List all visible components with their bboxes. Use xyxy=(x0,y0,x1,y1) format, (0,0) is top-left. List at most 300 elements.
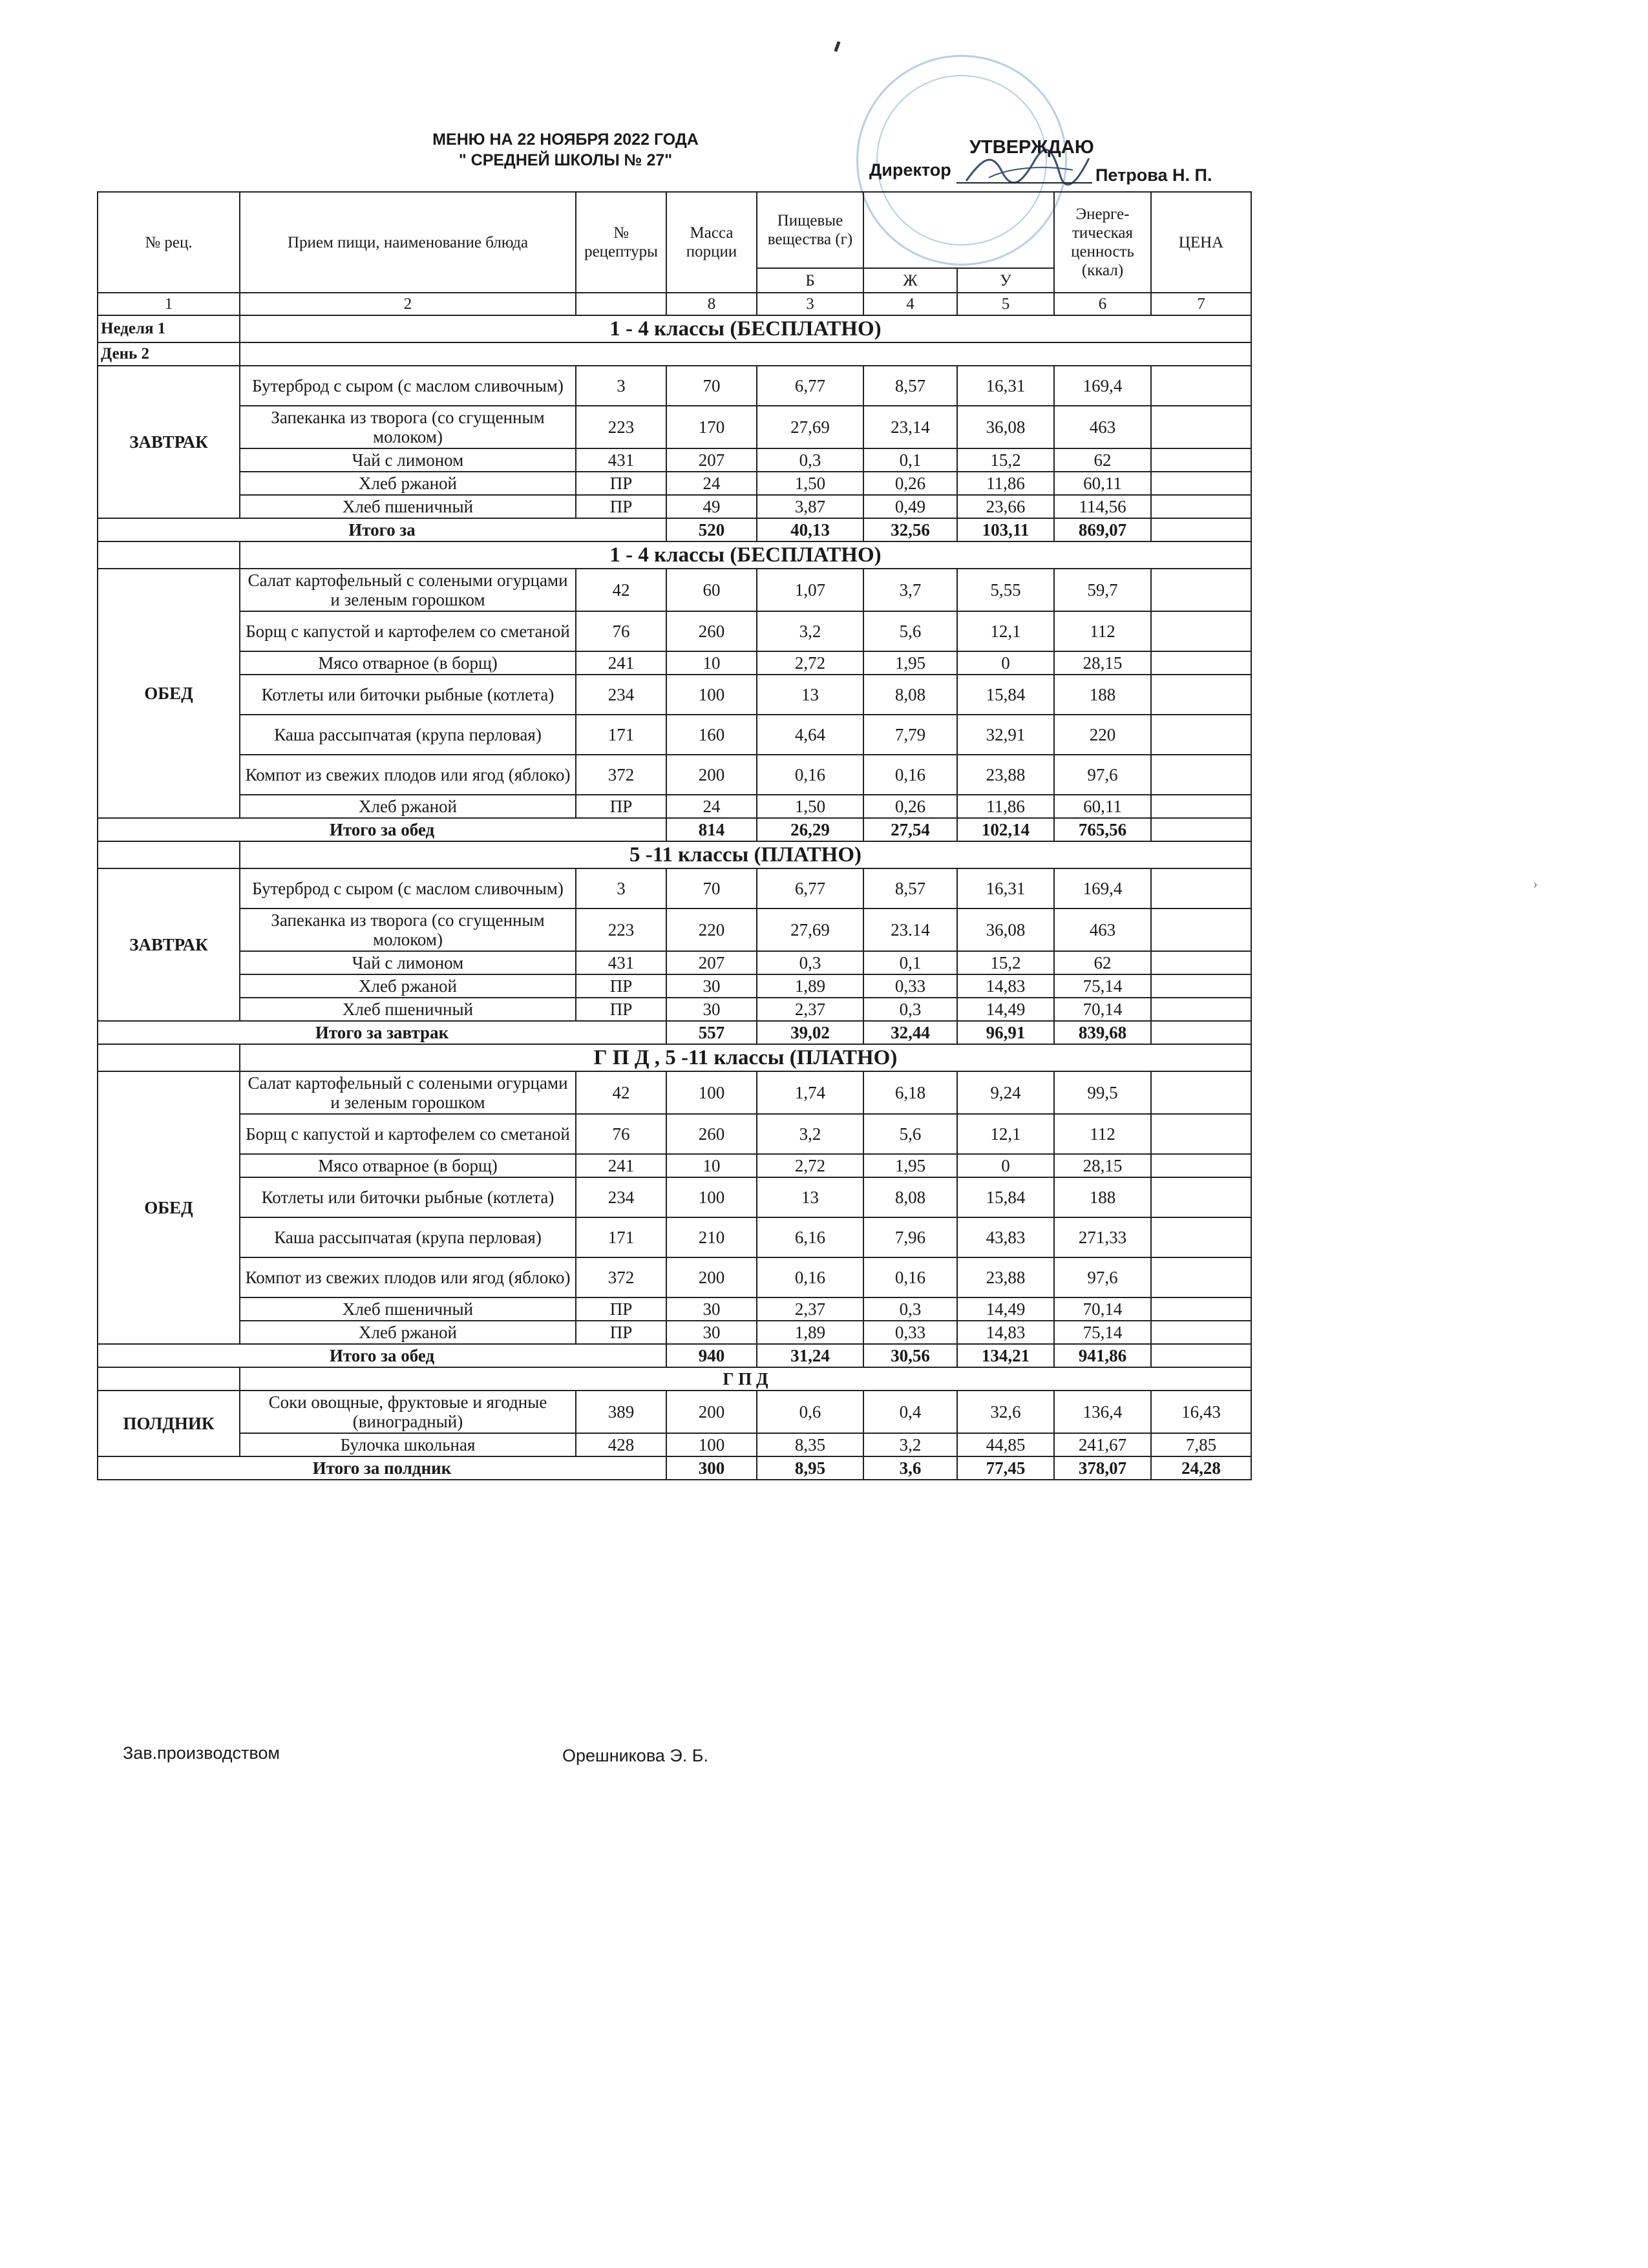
energy-value: 97,6 xyxy=(1054,1257,1151,1297)
recipe-number: ПР xyxy=(576,795,666,818)
carbs-value: 44,85 xyxy=(957,1433,1054,1456)
dish-name: Хлеб ржаной xyxy=(240,1321,576,1344)
fat-value: 0,3 xyxy=(863,1297,957,1321)
menu-item-row xyxy=(98,448,1251,472)
menu-item-row xyxy=(98,1391,1251,1433)
director-label: Директор xyxy=(869,160,951,180)
section-header-spacer xyxy=(98,541,240,569)
col-energy: Энерге-тическая ценность (ккал) xyxy=(1054,192,1151,293)
energy-value: 188 xyxy=(1054,675,1151,715)
protein-value: 3,2 xyxy=(757,611,863,651)
energy-value: 136,4 xyxy=(1054,1391,1151,1433)
total-fat: 32,56 xyxy=(863,518,957,541)
price-value: 7,85 xyxy=(1151,1433,1251,1456)
total-protein: 39,02 xyxy=(757,1021,863,1044)
recipe-number: 171 xyxy=(576,715,666,755)
energy-value: 241,67 xyxy=(1054,1433,1151,1456)
protein-value: 0,6 xyxy=(757,1391,863,1433)
total-carbs: 96,91 xyxy=(957,1021,1054,1044)
price-value xyxy=(1151,951,1251,974)
col-number: 2 xyxy=(240,293,576,315)
menu-item-row xyxy=(98,1433,1251,1456)
recipe-number: 431 xyxy=(576,951,666,974)
protein-value: 1,89 xyxy=(757,974,863,998)
section-title: Г П Д xyxy=(240,1367,1251,1391)
fat-value: 0,26 xyxy=(863,795,957,818)
menu-item-row xyxy=(98,974,1251,998)
portion-mass: 100 xyxy=(666,1177,757,1217)
col-number xyxy=(576,293,666,315)
carbs-value: 9,24 xyxy=(957,1071,1054,1114)
menu-item-row xyxy=(98,1257,1251,1297)
portion-mass: 220 xyxy=(666,908,757,951)
director-name: Петрова Н. П. xyxy=(1095,165,1212,185)
price-value xyxy=(1151,1297,1251,1321)
energy-value: 75,14 xyxy=(1054,974,1151,998)
total-energy: 765,56 xyxy=(1054,818,1151,841)
protein-value: 0,16 xyxy=(757,755,863,795)
price-value xyxy=(1151,974,1251,998)
price-value xyxy=(1151,569,1251,611)
recipe-number: ПР xyxy=(576,472,666,495)
menu-item-row xyxy=(98,715,1251,755)
portion-mass: 200 xyxy=(666,755,757,795)
recipe-number: 223 xyxy=(576,908,666,951)
energy-value: 188 xyxy=(1054,1177,1151,1217)
carbs-value: 16,31 xyxy=(957,366,1054,406)
fat-value: 0,1 xyxy=(863,448,957,472)
dish-name: Соки овощные, фруктовые и ягодные (виноградный) xyxy=(240,1391,576,1433)
dish-name: Каша рассыпчатая (крупа перловая) xyxy=(240,715,576,755)
menu-item-row xyxy=(98,795,1251,818)
total-fat: 27,54 xyxy=(863,818,957,841)
fat-value: 0,4 xyxy=(863,1391,957,1433)
protein-value: 2,37 xyxy=(757,1297,863,1321)
protein-value: 1,89 xyxy=(757,1321,863,1344)
total-mass: 300 xyxy=(666,1456,757,1480)
portion-mass: 160 xyxy=(666,715,757,755)
energy-value: 99,5 xyxy=(1054,1071,1151,1114)
portion-mass: 200 xyxy=(666,1257,757,1297)
dish-name: Мясо отварное (в борщ) xyxy=(240,1154,576,1177)
menu-item-row xyxy=(98,1297,1251,1321)
price-value xyxy=(1151,1217,1251,1257)
price-value xyxy=(1151,472,1251,495)
total-price xyxy=(1151,818,1251,841)
portion-mass: 30 xyxy=(666,1321,757,1344)
dish-name: Булочка школьная xyxy=(240,1433,576,1456)
dish-name: Бутерброд с сыром (с маслом сливочным) xyxy=(240,366,576,406)
menu-item-row xyxy=(98,495,1251,518)
total-energy: 941,86 xyxy=(1054,1344,1151,1367)
portion-mass: 100 xyxy=(666,1433,757,1456)
dish-name: Хлеб ржаной xyxy=(240,472,576,495)
fat-value: 8,57 xyxy=(863,868,957,908)
col-number: 1 xyxy=(98,293,240,315)
protein-value: 1,74 xyxy=(757,1071,863,1114)
carbs-value: 23,88 xyxy=(957,755,1054,795)
protein-value: 2,72 xyxy=(757,1154,863,1177)
total-label: Итого за обед xyxy=(98,1344,666,1367)
col-dish: Прием пищи, наименование блюда xyxy=(240,192,576,293)
total-energy: 869,07 xyxy=(1054,518,1151,541)
section-header-row xyxy=(98,541,1251,569)
meal-label: ЗАВТРАК xyxy=(98,868,240,1021)
total-protein: 40,13 xyxy=(757,518,863,541)
dish-name: Бутерброд с сыром (с маслом сливочным) xyxy=(240,868,576,908)
menu-item-row xyxy=(98,998,1251,1021)
fat-value: 8,08 xyxy=(863,675,957,715)
portion-mass: 200 xyxy=(666,1391,757,1433)
section-header-row xyxy=(98,841,1251,868)
total-protein: 8,95 xyxy=(757,1456,863,1480)
price-value xyxy=(1151,675,1251,715)
price-value xyxy=(1151,651,1251,675)
dish-name: Запеканка из творога (со сгущенным молоком) xyxy=(240,406,576,448)
section-header-row xyxy=(98,1367,1251,1391)
dish-name: Чай с лимоном xyxy=(240,448,576,472)
dish-name: Хлеб пшеничный xyxy=(240,1297,576,1321)
week-row xyxy=(98,315,1251,342)
energy-value: 463 xyxy=(1054,406,1151,448)
fat-value: 8,08 xyxy=(863,1177,957,1217)
energy-value: 97,6 xyxy=(1054,755,1151,795)
price-value xyxy=(1151,998,1251,1021)
dish-name: Хлеб ржаной xyxy=(240,974,576,998)
carbs-value: 16,31 xyxy=(957,868,1054,908)
col-b: Б xyxy=(757,268,863,293)
title-line-1: МЕНЮ НА 22 НОЯБРЯ 2022 ГОДА xyxy=(432,131,699,149)
portion-mass: 260 xyxy=(666,1114,757,1154)
recipe-number: 372 xyxy=(576,1257,666,1297)
section-header-row xyxy=(98,1044,1251,1071)
section-title: 1 - 4 классы (БЕСПЛАТНО) xyxy=(240,541,1251,569)
menu-item-row xyxy=(98,366,1251,406)
recipe-number: 42 xyxy=(576,1071,666,1114)
protein-value: 6,77 xyxy=(757,868,863,908)
meal-label: ЗАВТРАК xyxy=(98,366,240,518)
portion-mass: 30 xyxy=(666,998,757,1021)
carbs-value: 14,49 xyxy=(957,1297,1054,1321)
menu-item-row xyxy=(98,755,1251,795)
col-price: ЦЕНА xyxy=(1151,192,1251,293)
menu-item-row xyxy=(98,1321,1251,1344)
price-value xyxy=(1151,1257,1251,1297)
fat-value: 7,79 xyxy=(863,715,957,755)
portion-mass: 30 xyxy=(666,1297,757,1321)
protein-value: 27,69 xyxy=(757,406,863,448)
carbs-value: 11,86 xyxy=(957,472,1054,495)
section-header-spacer xyxy=(98,1044,240,1071)
day-row xyxy=(98,342,1251,366)
carbs-value: 14,83 xyxy=(957,1321,1054,1344)
dish-name: Запеканка из творога (со сгущенным молоком) xyxy=(240,908,576,951)
total-price: 24,28 xyxy=(1151,1456,1251,1480)
total-carbs: 103,11 xyxy=(957,518,1054,541)
portion-mass: 60 xyxy=(666,569,757,611)
meal-label: ОБЕД xyxy=(98,1071,240,1344)
total-carbs: 77,45 xyxy=(957,1456,1054,1480)
carbs-value: 0 xyxy=(957,651,1054,675)
energy-value: 62 xyxy=(1054,448,1151,472)
menu-item-row xyxy=(98,472,1251,495)
menu-item-row xyxy=(98,1154,1251,1177)
energy-value: 169,4 xyxy=(1054,366,1151,406)
production-manager-label: Зав.производством xyxy=(123,1743,280,1763)
dish-name: Борщ с капустой и картофелем со сметаной xyxy=(240,611,576,651)
menu-item-row xyxy=(98,1071,1251,1114)
portion-mass: 260 xyxy=(666,611,757,651)
energy-value: 28,15 xyxy=(1054,1154,1151,1177)
col-number: 3 xyxy=(757,293,863,315)
total-protein: 26,29 xyxy=(757,818,863,841)
carbs-value: 12,1 xyxy=(957,611,1054,651)
dish-name: Чай с лимоном xyxy=(240,951,576,974)
total-carbs: 134,21 xyxy=(957,1344,1054,1367)
dish-name: Каша рассыпчатая (крупа перловая) xyxy=(240,1217,576,1257)
col-number: 5 xyxy=(957,293,1054,315)
price-value xyxy=(1151,1071,1251,1114)
carbs-value: 15,2 xyxy=(957,951,1054,974)
protein-value: 1,07 xyxy=(757,569,863,611)
price-value xyxy=(1151,495,1251,518)
energy-value: 70,14 xyxy=(1054,998,1151,1021)
recipe-number: 428 xyxy=(576,1433,666,1456)
dish-name: Компот из свежих плодов или ягод (яблоко) xyxy=(240,755,576,795)
dish-name: Котлеты или биточки рыбные (котлета) xyxy=(240,1177,576,1217)
fat-value: 1,95 xyxy=(863,651,957,675)
energy-value: 114,56 xyxy=(1054,495,1151,518)
portion-mass: 10 xyxy=(666,651,757,675)
portion-mass: 100 xyxy=(666,675,757,715)
week-label: Неделя 1 xyxy=(98,315,240,342)
total-price xyxy=(1151,1021,1251,1044)
carbs-value: 12,1 xyxy=(957,1114,1054,1154)
protein-value: 6,16 xyxy=(757,1217,863,1257)
fat-value: 3,7 xyxy=(863,569,957,611)
fat-value: 0,26 xyxy=(863,472,957,495)
price-value xyxy=(1151,868,1251,908)
menu-item-row xyxy=(98,675,1251,715)
portion-mass: 70 xyxy=(666,366,757,406)
price-value xyxy=(1151,448,1251,472)
page-title xyxy=(362,129,769,171)
dish-name: Хлеб пшеничный xyxy=(240,495,576,518)
col-nutrients: Пищевые вещества (г) xyxy=(757,192,863,268)
protein-value: 27,69 xyxy=(757,908,863,951)
energy-value: 59,7 xyxy=(1054,569,1151,611)
recipe-number: 234 xyxy=(576,1177,666,1217)
fat-value: 1,95 xyxy=(863,1154,957,1177)
carbs-value: 15,2 xyxy=(957,448,1054,472)
fat-value: 0,1 xyxy=(863,951,957,974)
recipe-number: ПР xyxy=(576,1321,666,1344)
column-number-row xyxy=(98,293,1251,315)
energy-value: 28,15 xyxy=(1054,651,1151,675)
energy-value: 62 xyxy=(1054,951,1151,974)
total-mass: 520 xyxy=(666,518,757,541)
energy-value: 220 xyxy=(1054,715,1151,755)
meal-label: ПОЛДНИК xyxy=(98,1391,240,1456)
price-value xyxy=(1151,1177,1251,1217)
protein-value: 0,16 xyxy=(757,1257,863,1297)
protein-value: 2,72 xyxy=(757,651,863,675)
recipe-number: 241 xyxy=(576,1154,666,1177)
recipe-number: 431 xyxy=(576,448,666,472)
recipe-number: 76 xyxy=(576,1114,666,1154)
total-mass: 814 xyxy=(666,818,757,841)
recipe-number: 234 xyxy=(576,675,666,715)
price-value xyxy=(1151,1321,1251,1344)
carbs-value: 0 xyxy=(957,1154,1054,1177)
fat-value: 5,6 xyxy=(863,1114,957,1154)
total-fat: 3,6 xyxy=(863,1456,957,1480)
total-row xyxy=(98,1021,1251,1044)
total-price xyxy=(1151,518,1251,541)
fat-value: 23.14 xyxy=(863,908,957,951)
menu-item-row xyxy=(98,1177,1251,1217)
total-carbs: 102,14 xyxy=(957,818,1054,841)
total-energy: 378,07 xyxy=(1054,1456,1151,1480)
total-fat: 30,56 xyxy=(863,1344,957,1367)
col-number: 4 xyxy=(863,293,957,315)
fat-value: 23,14 xyxy=(863,406,957,448)
signature-line xyxy=(956,182,1092,184)
energy-value: 463 xyxy=(1054,908,1151,951)
fat-value: 8,57 xyxy=(863,366,957,406)
pen-mark xyxy=(834,41,840,52)
total-label: Итого за полдник xyxy=(98,1456,666,1480)
fat-value: 3,2 xyxy=(863,1433,957,1456)
col-number: 8 xyxy=(666,293,757,315)
portion-mass: 210 xyxy=(666,1217,757,1257)
recipe-number: ПР xyxy=(576,495,666,518)
total-energy: 839,68 xyxy=(1054,1021,1151,1044)
protein-value: 2,37 xyxy=(757,998,863,1021)
carbs-value: 43,83 xyxy=(957,1217,1054,1257)
fat-value: 0,16 xyxy=(863,1257,957,1297)
price-value xyxy=(1151,366,1251,406)
price-value xyxy=(1151,715,1251,755)
total-mass: 557 xyxy=(666,1021,757,1044)
carbs-value: 23,66 xyxy=(957,495,1054,518)
menu-item-row xyxy=(98,406,1251,448)
section-header-spacer xyxy=(98,1367,240,1391)
menu-item-row xyxy=(98,1217,1251,1257)
recipe-number: ПР xyxy=(576,1297,666,1321)
col-recipe-no: № рецептуры xyxy=(576,192,666,293)
total-row xyxy=(98,1344,1251,1367)
portion-mass: 30 xyxy=(666,974,757,998)
carbs-value: 36,08 xyxy=(957,406,1054,448)
portion-mass: 10 xyxy=(666,1154,757,1177)
menu-item-row xyxy=(98,1114,1251,1154)
total-mass: 940 xyxy=(666,1344,757,1367)
fat-value: 7,96 xyxy=(863,1217,957,1257)
section-title: Г П Д , 5 -11 классы (ПЛАТНО) xyxy=(240,1044,1251,1071)
dish-name: Хлеб пшеничный xyxy=(240,998,576,1021)
production-manager-name: Орешникова Э. Б. xyxy=(562,1746,709,1765)
portion-mass: 207 xyxy=(666,448,757,472)
protein-value: 3,2 xyxy=(757,1114,863,1154)
protein-value: 8,35 xyxy=(757,1433,863,1456)
portion-mass: 100 xyxy=(666,1071,757,1114)
recipe-number: 42 xyxy=(576,569,666,611)
recipe-number: ПР xyxy=(576,998,666,1021)
protein-value: 3,87 xyxy=(757,495,863,518)
total-row xyxy=(98,818,1251,841)
menu-item-row xyxy=(98,908,1251,951)
fat-value: 0,49 xyxy=(863,495,957,518)
price-value xyxy=(1151,1114,1251,1154)
carbs-value: 11,86 xyxy=(957,795,1054,818)
col-nutrients-spacer xyxy=(863,192,1054,268)
carbs-value: 15,84 xyxy=(957,675,1054,715)
menu-table xyxy=(97,191,1252,1480)
protein-value: 1,50 xyxy=(757,472,863,495)
energy-value: 75,14 xyxy=(1054,1321,1151,1344)
dish-name: Салат картофельный с солеными огурцами и зеленым горошком xyxy=(240,569,576,611)
day-label: День 2 xyxy=(98,342,240,366)
price-value xyxy=(1151,755,1251,795)
dish-name: Котлеты или биточки рыбные (котлета) xyxy=(240,675,576,715)
fat-value: 0,33 xyxy=(863,974,957,998)
price-value xyxy=(1151,1154,1251,1177)
carbs-value: 5,55 xyxy=(957,569,1054,611)
col-zh: Ж xyxy=(863,268,957,293)
recipe-number: ПР xyxy=(576,974,666,998)
energy-value: 60,11 xyxy=(1054,472,1151,495)
portion-mass: 24 xyxy=(666,472,757,495)
dish-name: Хлеб ржаной xyxy=(240,795,576,818)
carbs-value: 15,84 xyxy=(957,1177,1054,1217)
price-value xyxy=(1151,611,1251,651)
fat-value: 5,6 xyxy=(863,611,957,651)
energy-value: 70,14 xyxy=(1054,1297,1151,1321)
portion-mass: 24 xyxy=(666,795,757,818)
fat-value: 0,16 xyxy=(863,755,957,795)
price-value xyxy=(1151,795,1251,818)
portion-mass: 49 xyxy=(666,495,757,518)
total-protein: 31,24 xyxy=(757,1344,863,1367)
fat-value: 6,18 xyxy=(863,1071,957,1114)
price-value: 16,43 xyxy=(1151,1391,1251,1433)
approve-label: УТВЕРЖДАЮ xyxy=(969,137,1094,158)
total-row xyxy=(98,518,1251,541)
carbs-value: 14,49 xyxy=(957,998,1054,1021)
recipe-number: 241 xyxy=(576,651,666,675)
menu-item-row xyxy=(98,569,1251,611)
protein-value: 4,64 xyxy=(757,715,863,755)
title-line-2: " СРЕДНЕЙ ШКОЛЫ № 27" xyxy=(458,151,673,169)
portion-mass: 207 xyxy=(666,951,757,974)
energy-value: 112 xyxy=(1054,611,1151,651)
recipe-number: 223 xyxy=(576,406,666,448)
dish-name: Компот из свежих плодов или ягод (яблоко) xyxy=(240,1257,576,1297)
col-mass: Масса порции xyxy=(666,192,757,293)
dish-name: Салат картофельный с солеными огурцами и зеленым горошком xyxy=(240,1071,576,1114)
recipe-number: 76 xyxy=(576,611,666,651)
total-label: Итого за обед xyxy=(98,818,666,841)
carbs-value: 32,91 xyxy=(957,715,1054,755)
day-row-spacer xyxy=(240,342,1251,366)
total-row xyxy=(98,1456,1251,1480)
fat-value: 0,33 xyxy=(863,1321,957,1344)
portion-mass: 70 xyxy=(666,868,757,908)
dish-name: Борщ с капустой и картофелем со сметаной xyxy=(240,1114,576,1154)
energy-value: 60,11 xyxy=(1054,795,1151,818)
menu-item-row xyxy=(98,611,1251,651)
